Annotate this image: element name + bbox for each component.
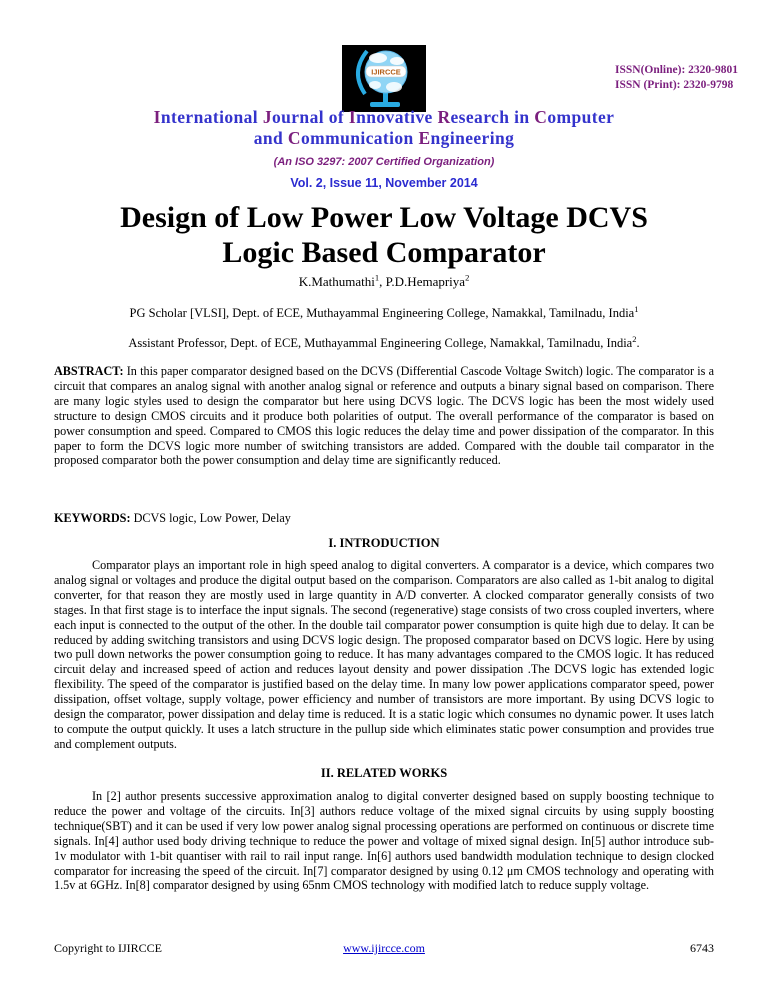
iso-certification-line: (An ISO 3297: 2007 Certified Organization)	[273, 156, 495, 168]
authors-line	[54, 274, 714, 290]
section-heading-introduction: I. INTRODUCTION	[328, 536, 440, 550]
author-1-sup: 1	[374, 272, 380, 283]
journal-title-segment: I	[348, 107, 357, 127]
footer-website-link[interactable]: www.ijircce.com	[343, 941, 425, 955]
issn-online: ISSN(Online): 2320-9801	[615, 64, 738, 76]
author-2-sup: 2	[465, 272, 470, 283]
abstract-text: In this paper comparator designed based on the DCVS (Differential Cascode Voltage Switch) logic. The comparator is a circuit that compares an analog signal with another analog signal or reference and outputs a binary signal based on comparison. There are many logic styles used to design the comparator but here using DCVS logic. The DCVS logic has been the most widely used structure to design CMOS circuits and it produce both polarities of output. The overall performance of the comparator is based on power consumption and speed. Compared to CMOS this logic reduces the delay time and power dissipation of the comparator. In this paper to form the DCVS logic more number of switching transistors are added. Compared with the double tail comparator in the proposed comparator both the power consumption and delay time are significantly reduced.	[54, 364, 714, 468]
journal-title-segment: E	[418, 128, 431, 148]
ijircce-globe-icon	[342, 45, 426, 112]
paper-title	[54, 200, 714, 270]
affiliation-2-text: Assistant Professor, Dept. of ECE, Muthayammal Engineering College, Namakkal, Tamilnadu, India	[128, 336, 633, 350]
author-1: K.Mathumathi	[298, 274, 375, 289]
journal-title-segment: ommunication	[300, 128, 419, 148]
affiliation-1-text: PG Scholar [VLSI], Dept. of ECE, Muthayammal Engineering College, Namakkal, Tamilnadu, India	[129, 306, 635, 320]
journal-title-line2	[0, 128, 768, 149]
journal-title-line1	[0, 107, 768, 128]
author-separator: ,	[379, 274, 386, 289]
footer-page-number: 6743	[690, 941, 714, 955]
journal-title-segment: ournal of	[271, 107, 349, 127]
author-2: P.D.Hemapriya	[385, 274, 466, 289]
affiliation-2-tail: .	[636, 336, 640, 350]
affiliation-2	[54, 333, 714, 351]
journal-title-segment: omputer	[547, 107, 615, 127]
affiliation-1	[54, 303, 714, 321]
keywords-text: DCVS logic, Low Power, Delay	[130, 511, 291, 525]
paper-title-line2: Logic Based Comparator	[222, 236, 546, 269]
volume-issue-line: Vol. 2, Issue 11, November 2014	[290, 176, 478, 190]
journal-title-segment: esearch in	[450, 107, 535, 127]
paper-title-line1: Design of Low Power Low Voltage DCVS	[120, 201, 648, 234]
logo-text: IJIRCCE	[371, 67, 401, 77]
keywords-line	[54, 511, 714, 526]
keywords-label: KEYWORDS:	[54, 511, 131, 525]
journal-title-segment: C	[287, 128, 301, 148]
section-heading-related-works: II. RELATED WORKS	[320, 766, 448, 780]
journal-title-segment: J	[262, 107, 272, 127]
affiliation-1-sup: 1	[634, 303, 639, 314]
journal-title-segment: R	[437, 107, 451, 127]
journal-title-segment: and	[253, 128, 288, 148]
journal-title-segment: I	[153, 107, 161, 127]
journal-title-segment: nnovative	[356, 107, 438, 127]
introduction-paragraph: Comparator plays an important role in high speed analog to digital converters. A comparator is a device, which compares two analog signal or voltages and produce the digital output based on the comparison. Comparators are also called as 1-bit analog to digital converter, for that reason they are mostly used in large quantity in A/D converter. A clocked comparator generally consists of two stages. In that first stage is to interface the input signals. The second (regenerative) stage consists of two cross coupled inverters, where each input is connected to the output of the other. In the double tail comparator power consumption is quite high due to delay. It can be reduced by adding switching transistors and using DCVS logic design. The proposed comparator based on DCVS logic. Here by using two pull down networks the power consumption going to reduce. It has many advantages compared to the CMOS logic. It has reduced circuit delay and increased speed of action and reduces layout density and power dissipation .The DCVS logic has extended logic flexibility. The speed of the comparator is justified based on the delay time. In many low power applications comparator speed, power dissipation, offset voltage, supply voltage, power efficiency and number of transistors are more important. By using DCVS logic to design the comparator, power dissipation and delay time is reduced. It is a static logic which consumes no dynamic power. It uses latch to compute the output quickly. It uses a latch structure in the pullup side which eliminates static power consumption and provides true and complement outputs.	[54, 558, 714, 751]
journal-title-segment: nternational	[160, 107, 263, 127]
footer-copyright: Copyright to IJIRCCE	[54, 941, 163, 955]
journal-title	[0, 107, 768, 149]
journal-title-segment: ngineering	[430, 128, 515, 148]
issn-block	[615, 63, 738, 93]
issn-print: ISSN (Print): 2320-9798	[615, 79, 734, 91]
related-works-paragraph: In [2] author presents successive approximation analog to digital converter designed based on supply boosting technique to reduce the power and voltage of the circuits. In[3] authors reduce voltage of the mixed signal circuits by using supply boosting technique(SBT) and it can be used if very low power analog signal processing operations are performed on continuous or discrete time signals. In[4] author used body driving technique to reduce the power and voltage of mixed signal design. In[5] author introduce sub-1v modulator with 1-bit quantiser with rail to rail input range. In[6] authors used bandwidth modulation technique to design clocked comparator for increasing the speed of the circuit. In[7] comparator designed by using 0.12 μm CMOS technology and operating with 1.5v at 6GHz. In[8] comparator designed by using 65nm CMOS technology with modified latch to reduce supply voltage.	[54, 789, 714, 893]
page-footer	[54, 941, 714, 956]
affiliation-2-sup: 2	[632, 333, 637, 344]
journal-title-segment: C	[534, 107, 548, 127]
abstract-label: ABSTRACT:	[54, 364, 124, 378]
abstract-paragraph	[54, 364, 714, 468]
